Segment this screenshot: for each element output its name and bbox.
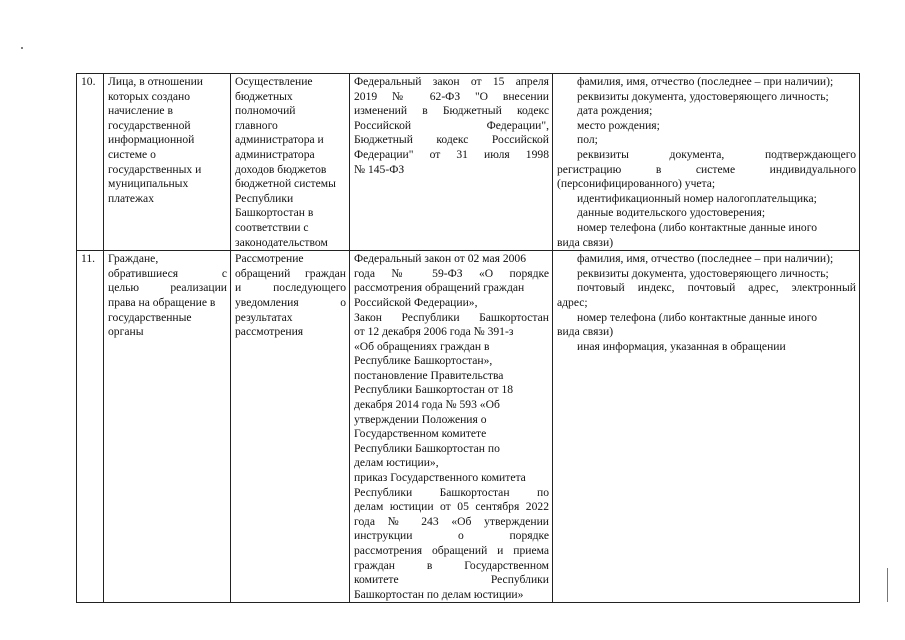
cell-legal-basis <box>350 74 553 251</box>
text-line: года № 59-ФЗ «О порядке <box>354 266 549 280</box>
text-line: идентификационный номер налогоплательщика; <box>577 191 817 205</box>
text-line: фамилия, имя, отчество (последнее – при наличии); <box>577 75 834 88</box>
text-line: Федерации" от 31 июля 1998 <box>354 147 549 161</box>
text-line: изменений в Бюджетный кодекс <box>354 104 549 118</box>
text-line: законодательством <box>235 235 328 249</box>
text-line: соответствии с <box>235 220 309 234</box>
text-line: рассмотрения <box>235 325 304 339</box>
text-line: платежах <box>108 191 155 205</box>
cell-data-subjects <box>104 74 231 251</box>
text-line: года № 243 «Об утверждении <box>354 514 549 528</box>
text-line: Российской Федерации", <box>354 118 549 132</box>
text-line: Бюджетный кодекс Российской <box>354 133 549 147</box>
scan-speck <box>21 47 23 49</box>
text-line: почтовый индекс, почтовый адрес, электронный <box>577 281 856 295</box>
text-line: Республики <box>235 191 294 205</box>
text-line: государственных и <box>108 162 202 176</box>
text-line: уведомления о <box>235 295 346 309</box>
text-line: адрес; <box>557 295 588 309</box>
text-line: администратора и <box>235 133 324 147</box>
text-line: 2019 № 62-ФЗ "О внесении <box>354 89 549 103</box>
text-line: Башкортостан по делам юстиции» <box>354 587 524 601</box>
text-line: которых создано <box>108 89 191 103</box>
text-line: реквизиты документа, удостоверяющего личность; <box>577 266 829 280</box>
text-line: регистрацию в системе индивидуального <box>557 162 856 176</box>
text-line: № 145-ФЗ <box>354 162 405 176</box>
text-line: государственной <box>108 118 191 132</box>
text-line: пол; <box>577 133 598 147</box>
text-line: делам юстиции от 05 сентября 2022 <box>354 500 549 514</box>
row-number: 11. <box>77 251 104 603</box>
table-row <box>77 251 860 603</box>
text-line: Государственном комитете <box>354 427 487 441</box>
cell-personal-data-list <box>553 74 860 251</box>
text-line: вида связи) <box>557 235 614 249</box>
text-line: полномочий <box>235 104 296 118</box>
text-line: обратившиеся с <box>108 266 227 280</box>
text-line: доходов бюджетов <box>235 162 327 176</box>
text-line: государственные <box>108 310 192 324</box>
text-line: комитете Республики <box>354 573 549 587</box>
text-line: приказ Государственного комитета <box>354 471 526 485</box>
registry-table-body <box>77 74 860 603</box>
text-line: муниципальных <box>108 177 189 191</box>
text-line: информационной <box>108 133 195 147</box>
text-line: Закон Республики Башкортостан <box>354 310 549 324</box>
text-line: граждан в Государственном <box>354 558 549 572</box>
text-line: системе о <box>108 147 156 161</box>
text-line: декабря 2014 года № 593 «Об <box>354 398 500 412</box>
text-line: Республики Башкортостан по <box>354 485 549 499</box>
text-line: Республике Башкортостан», <box>354 354 493 368</box>
text-line: Российской Федерации», <box>354 295 478 309</box>
text-line: Республики Башкортостан по <box>354 441 500 455</box>
text-line: реквизиты документа, удостоверяющего личность; <box>577 89 829 103</box>
text-line: номер телефона (либо контактные данные иного <box>577 310 817 324</box>
text-line: Республики Башкортостан от 18 <box>354 383 514 397</box>
text-line: Федеральный закон от 02 мая 2006 <box>354 252 527 266</box>
text-line: от 12 декабря 2006 года № 391-з <box>354 325 514 339</box>
text-line: фамилия, имя, отчество (последнее – при наличии); <box>577 252 834 266</box>
text-line: главного <box>235 118 278 132</box>
text-line: Лица, в отношении <box>108 75 203 88</box>
registry-table <box>76 73 860 603</box>
text-line: органы <box>108 325 144 339</box>
text-line: место рождения; <box>577 118 660 132</box>
text-line: обращений граждан <box>235 266 346 280</box>
text-line: Рассмотрение <box>235 252 304 266</box>
text-line: номер телефона (либо контактные данные иного <box>577 220 817 234</box>
text-line: иная информация, указанная в обращении <box>577 339 786 353</box>
text-line: Граждане, <box>108 252 159 266</box>
text-line: Осуществление <box>235 75 313 88</box>
text-line: постановление Правительства <box>354 368 504 382</box>
cell-processing-purpose <box>231 251 350 603</box>
text-line: Федеральный закон от 15 апреля <box>354 75 549 88</box>
text-line: бюджетной системы <box>235 177 336 191</box>
text-line: Башкортостан в <box>235 206 314 220</box>
text-line: инструкции о порядке <box>354 529 549 543</box>
table-row <box>77 74 860 251</box>
text-line: вида связи) <box>557 325 614 339</box>
text-line: рассмотрения обращений и приема <box>354 544 549 557</box>
text-line: «Об обращениях граждан в <box>354 339 490 353</box>
text-line: целью реализации <box>108 281 227 295</box>
text-line: реквизиты документа, подтверждающего <box>577 147 856 161</box>
text-line: рассмотрения обращений граждан <box>354 281 525 295</box>
text-line: и последующего <box>235 281 346 295</box>
cell-personal-data-list <box>553 251 860 603</box>
row-number: 10. <box>77 74 104 251</box>
text-line: права на обращение в <box>108 295 216 309</box>
text-line: (персонифицированного) учета; <box>557 177 716 191</box>
cell-processing-purpose <box>231 74 350 251</box>
text-line: результатах <box>235 310 293 324</box>
text-line: утверждении Положения о <box>354 412 487 426</box>
scan-edge-mark <box>887 568 888 602</box>
cell-data-subjects <box>104 251 231 603</box>
text-line: начисление в <box>108 104 173 118</box>
text-line: данные водительского удостоверения; <box>577 206 766 220</box>
text-line: бюджетных <box>235 89 293 103</box>
text-line: администратора <box>235 147 315 161</box>
text-line: делам юстиции», <box>354 456 439 470</box>
cell-legal-basis <box>350 251 553 603</box>
text-line: дата рождения; <box>577 104 653 118</box>
